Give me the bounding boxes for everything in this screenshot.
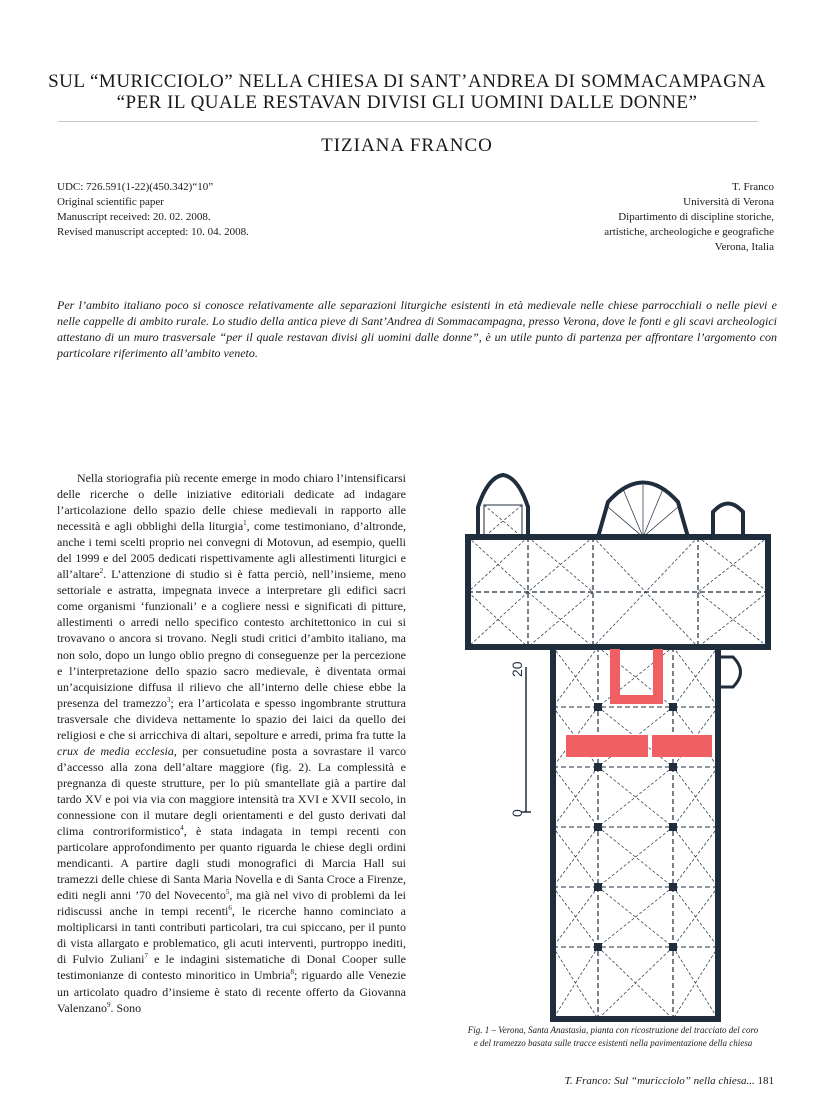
author-name: TIZIANA FRANCO [321,135,493,156]
caption-line-1: Fig. 1 – Verona, Santa Anastasia, pianta con ricostruzione del tracciato del coro [467,1025,759,1035]
page-footer [565,1075,774,1087]
udc-code: UDC: 726.591(1-22)(450.342)“10” [57,181,214,193]
footnote-ref[interactable]: 5 [225,888,230,897]
page-number: 181 [757,1075,774,1087]
church-floor-plan [458,467,778,1022]
title-divider [58,121,758,122]
author-affiliation [474,180,774,255]
affiliation-department-2: artistiche, archeologiche e geografiche [604,226,774,238]
affiliation-university: Università di Verona [683,196,774,208]
footnote-ref[interactable]: 1 [243,519,247,528]
article-title-line-2: “PER IL QUALE RESTAVAN DIVISI GLI UOMINI DALLE DONNE” [116,92,698,113]
affiliation-city: Verona, Italia [714,241,774,253]
figure-caption [450,1024,776,1050]
footnote-ref[interactable]: 3 [167,695,171,704]
tramezzo-right [652,735,712,757]
choir-wall-back [610,695,663,704]
footnote-ref[interactable]: 2 [99,567,104,576]
footnote-ref[interactable]: 4 [180,824,184,833]
received-date: Manuscript received: 20. 02. 2008. [57,211,211,223]
latin-term: crux de media ecclesia [57,743,174,758]
abstract: Per l’ambito italiano poco si conosce relativamente alle separazioni liturgiche esistenti in età medievale nelle chiese parrocchiali o nelle pievi e nelle cappelle di ambito rurale. Lo studio della antica pieve di Sant’Andrea di Sommacampagna, presso Verona, dove le fonti e gli scavi archeologici attestano di un muro trasversale “per il quale restavan divisi gli uomini dalle donne”, è un utile punto di partenza per affrontare l’argomento con particolare riferimento all’ambito veneto. [57,298,777,360]
body-paragraph: Nella storiografia più recente emerge in modo chiaro l’intensificarsi delle ricerche o delle iniziative editoriali dedicate ad indagare l’articolazione dello spazio delle chiese medievali in rapporto alle necessità e agli obblighi della liturgia$^1$, come testimoniano, d’altronde, anche i temi scelti proprio nei convegni di Motovun, ad esempio, quelli del 1999 e del 2005 dedicati rispettivamente agli allestimenti liturgici e all’altare$^2$. L’attenzione di studio si è fatta perciò, nell’insieme, meno settoriale e astratta, impegnata invece a interpretare gli edifici sacri come organismi ‘funzionali’ e a cogliere nessi e significati di pitture, allestimenti o arredi nello specifico contesto architettonico in cui si trovavano o ancora si trovano. Negli studi critici d’ambito italiano, ma non solo, dopo un lungo oblio pregno di conseguenze per la percezione e l’interpretazione dello spazio sacro medievale, è diventata ormai un’acquisizione diffusa il rilievo che all’interno delle chiese ebbe la presenza del tramezzo$^3$; era l’articolata e spesso ingombrante struttura trasversale che divideva nettamente lo spazio dei laici da quello dei religiosi e che si arricchiva di altari, sepolture e arredi, prima fra tutte la crux de media ecclesia, per consuetudine posta a sovrastare il varco d’accesso alla zona dell’altare maggiore (fig. 2). La complessità e pregnanza di queste strutture, per lo più smantellate già a partire dal tardo XV e poi via via con maggiore intensità tra XVI e XVII secolo, in connessione con il mutare degli orientamenti e del gusto derivati dal clima controriformistico$^4$, è stata indagata in tempi recenti con particolare approfondimento per quanto riguarda le chiese degli ordini mendicanti. A partire dagli studi monografici di Marcia Hall sui tramezzi delle chiese di Santa Maria Novella e di Santa Croce a Firenze, editi negli anni ’70 del Novecento$^5$, ma già nel vivo di problemi da lei ridiscussi anche in tempi recenti$^6$, le ricerche hanno cominciato a moltiplicarsi in tanti contributi particolari, tra cui spiccano, per il punto di vista allargato e problematico, gli acuti interventi, purtroppo inediti, di Fulvio Zuliani$^7$ e le indagini sistematiche di Donal Cooper sulle testimonianze di contesto minoritico in Umbria$^8$; riguardo alle Venezie un articolato quadro d’insieme è stato di recente offerto da Giovanna Valenzano$^9$. Sono [57,471,407,1015]
paper-type: Original scientific paper [57,196,164,208]
scale-zero: 0 [509,809,525,817]
footnote-ref[interactable]: 6 [228,904,232,913]
scale-label: 20 [509,661,525,677]
body-text-column [57,470,406,1016]
tramezzo-left [566,735,648,757]
article-title-line-1: SUL “MURICCIOLO” NELLA CHIESA DI SANT’ANDREA DI SOMMACAMPAGNA [48,71,766,92]
footnote-ref[interactable]: 7 [144,952,149,961]
footnote-ref[interactable]: 8 [290,968,294,977]
affiliation-name: T. Franco [732,181,774,193]
caption-line-2: e del tramezzo basata sulle tracce esistenti nella pavimentazione della chiesa [473,1038,753,1048]
running-title: T. Franco: Sul “muricciolo” nella chiesa... [564,1075,755,1087]
manuscript-meta [57,180,377,240]
accepted-date: Revised manuscript accepted: 10. 04. 2008. [57,226,249,238]
affiliation-department: Dipartimento di discipline storiche, [618,211,774,223]
footnote-ref[interactable]: 9 [106,1000,111,1009]
